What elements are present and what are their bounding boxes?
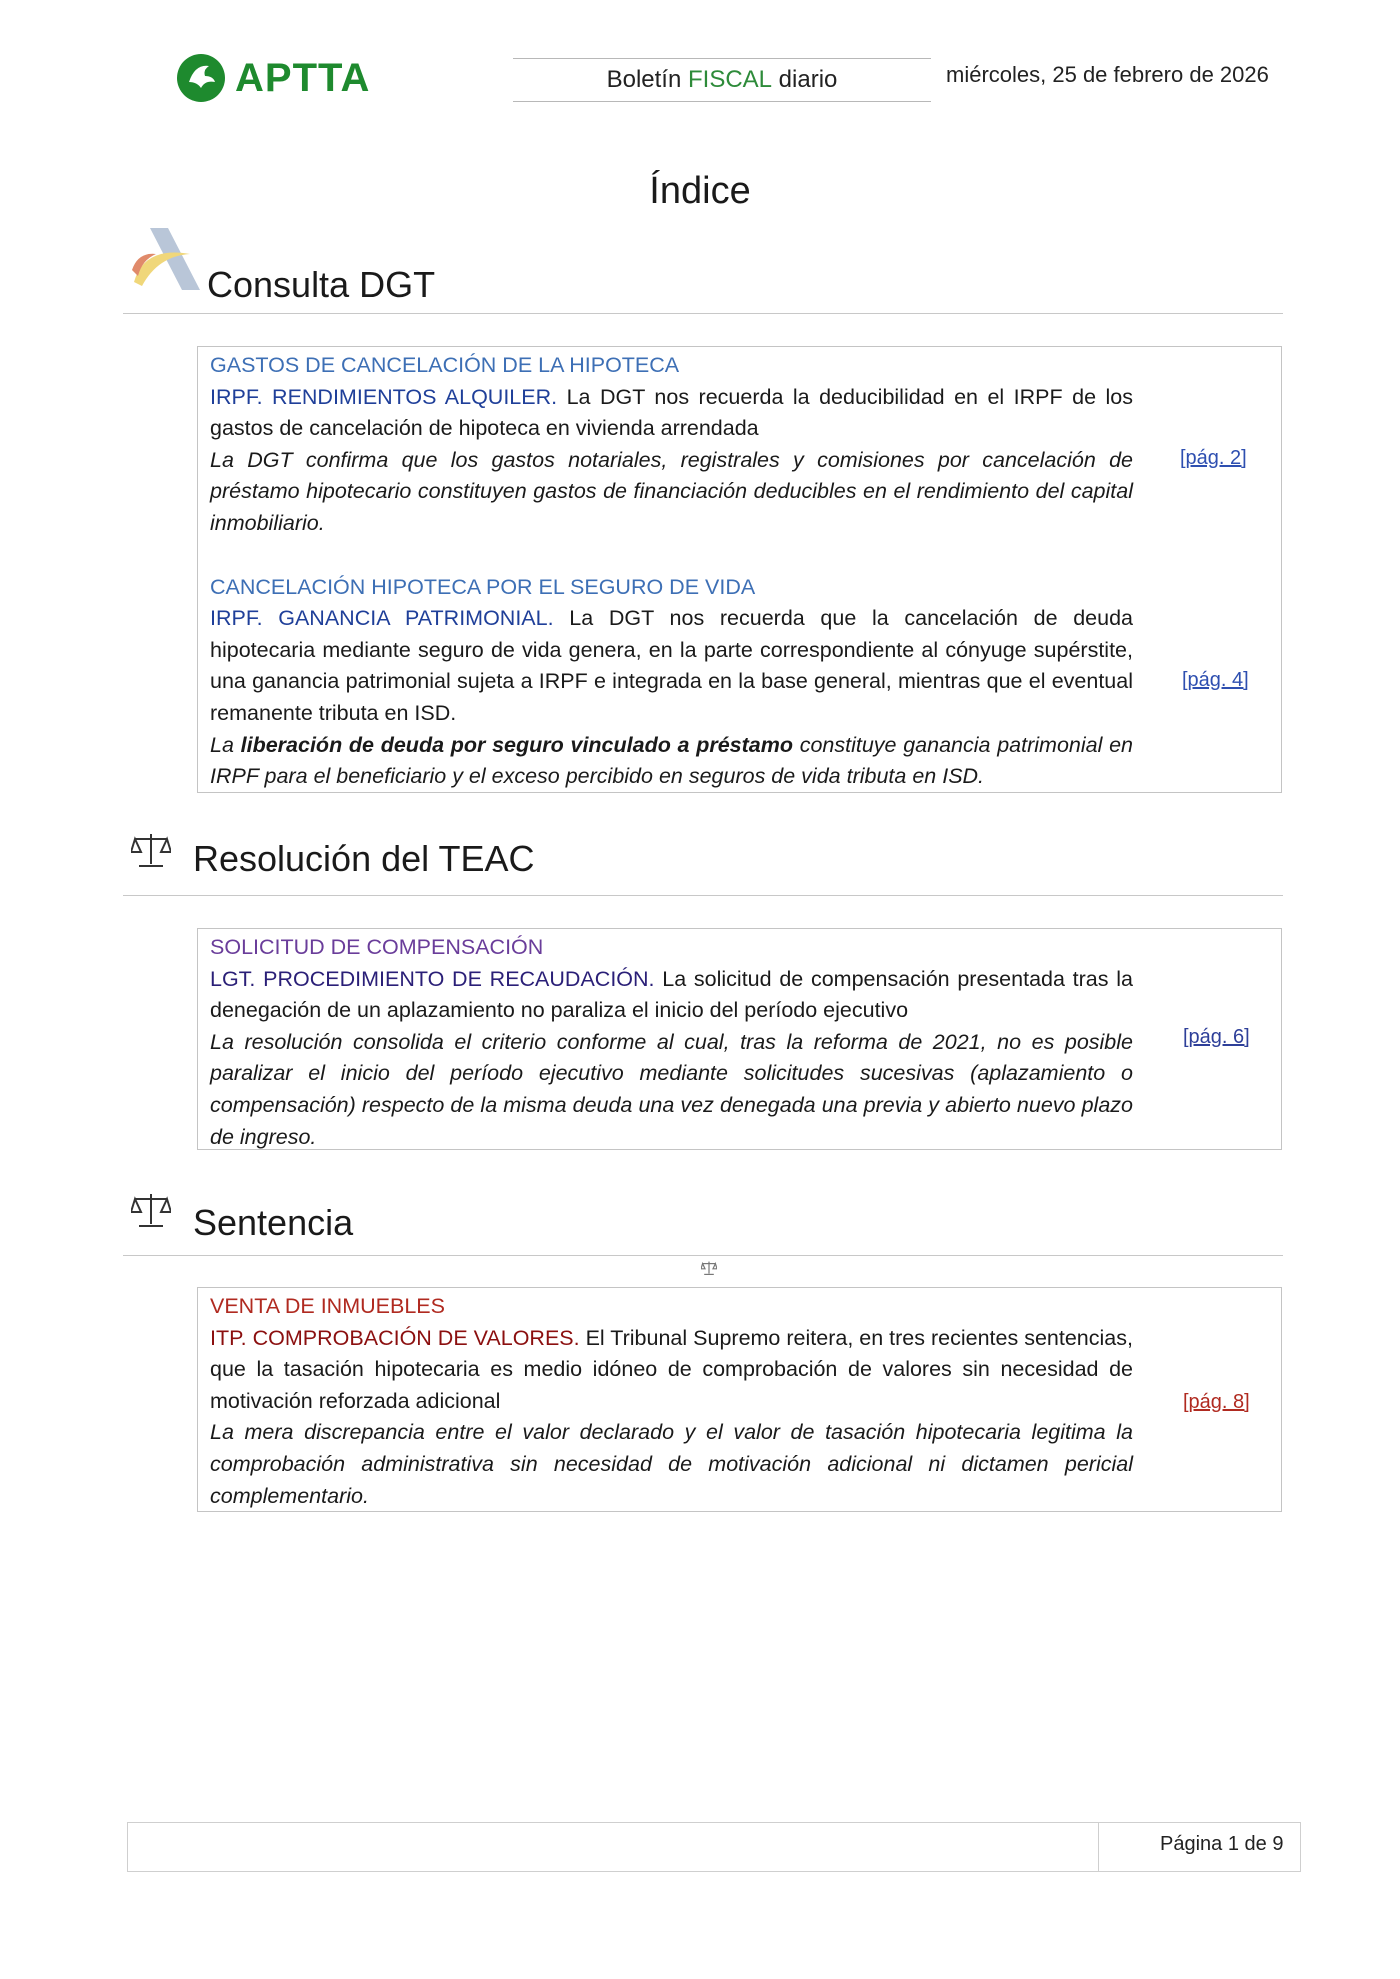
page-link-2[interactable]: [pág. 2] bbox=[1180, 447, 1247, 469]
entry-headline bbox=[210, 603, 1133, 729]
entry-summary: La DGT confirma que los gastos notariales, registrales y comisiones por cancelación de préstamo hipotecario constituyen gastos de financiación deducibles en el rendimiento del capital inmobiliario. bbox=[210, 447, 1133, 535]
entry-lead: IRPF. RENDIMIENTOS ALQUILER. bbox=[210, 384, 558, 409]
page-number: Página 1 de 9 bbox=[1160, 1833, 1284, 1855]
boletin-fiscal: FISCAL bbox=[687, 66, 773, 93]
footer-divider bbox=[1098, 1823, 1099, 1871]
section-title: Sentencia bbox=[193, 1202, 354, 1243]
entry-lead: LGT. PROCEDIMIENTO DE RECAUDACIÓN. bbox=[210, 966, 655, 991]
entry-headline bbox=[210, 1323, 1133, 1418]
section-title: Resolución del TEAC bbox=[193, 838, 535, 879]
entry-lead: ITP. COMPROBACIÓN DE VALORES. bbox=[210, 1325, 580, 1350]
entry-summary-bold: liberación de deuda por seguro vinculado a préstamo bbox=[240, 732, 793, 757]
entry-text-block bbox=[210, 1291, 1133, 1512]
entry-box-consulta-dgt bbox=[197, 346, 1282, 793]
entry-headline-text: El Tribunal Supremo reitera, en tres recientes sentencias, que la tasación hipotecaria es medio idóneo de comprobación de valores sin necesidad de motivación reforzada adicional bbox=[210, 1325, 1133, 1413]
boletin-title bbox=[513, 58, 931, 102]
entry-headline bbox=[210, 964, 1133, 1027]
aptta-logo bbox=[175, 52, 370, 104]
section-header-consulta-dgt bbox=[123, 222, 1283, 314]
entry-summary bbox=[210, 730, 1133, 793]
entry-headline bbox=[210, 382, 1133, 445]
entry-box-sentencia bbox=[197, 1287, 1282, 1512]
footer bbox=[127, 1822, 1301, 1872]
entry-category: CANCELACIÓN HIPOTECA POR EL SEGURO DE VIDA bbox=[210, 574, 756, 599]
logo-text: APTTA bbox=[235, 56, 371, 100]
small-scales-icon bbox=[701, 1260, 717, 1276]
entry-summary: La resolución consolida el criterio conforme al cual, tras la reforma de 2021, no es posible paralizar el inicio del período ejecutivo mediante solicitudes sucesivas (aplazamiento o compensación) respecto de la misma deuda una vez denegada una previa y abierto nuevo plazo de ingreso. bbox=[210, 1029, 1133, 1149]
entry-category: GASTOS DE CANCELACIÓN DE LA HIPOTECA bbox=[210, 353, 680, 377]
entry-headline-text: La DGT nos recuerda que la cancelación de deuda hipotecaria mediante seguro de vida genera, en la parte correspondiente al cónyuge supérstite, una ganancia patrimonial sujeta a IRPF e integrada en la base general, mientras que el eventual remanente tributa en ISD. bbox=[210, 606, 1134, 725]
boletin-suffix: diario bbox=[772, 66, 838, 93]
aptta-emblem-icon bbox=[175, 52, 227, 104]
scales-icon bbox=[131, 830, 171, 870]
entry-box-teac bbox=[197, 928, 1282, 1150]
entry-summary-pre: La bbox=[210, 732, 241, 757]
section-header-teac bbox=[123, 820, 1283, 896]
section-header-sentencia bbox=[123, 1180, 1283, 1256]
aeat-logo-icon bbox=[128, 224, 206, 294]
entry-category: VENTA DE INMUEBLES bbox=[210, 1294, 445, 1318]
scales-icon bbox=[131, 1190, 171, 1230]
entry-summary-post: constituye ganancia patrimonial en IRPF para el beneficiario y el exceso percibido en seguros de vida tributa en ISD. bbox=[210, 732, 1133, 789]
page-link-8[interactable]: [pág. 8] bbox=[1183, 1391, 1250, 1413]
entry-summary: La mera discrepancia entre el valor declarado y el valor de tasación hipotecaria legitima la comprobación administrativa sin necesidad de motivación adicional ni dictamen pericial complementario. bbox=[210, 1420, 1133, 1508]
boletin-prefix: Boletín bbox=[606, 66, 688, 93]
entry-category: SOLICITUD DE COMPENSACIÓN bbox=[210, 935, 544, 959]
entry-headline-text: La solicitud de compensación presentada tras la denegación de un aplazamiento no paraliza el inicio del período ejecutivo bbox=[210, 966, 1133, 1023]
page-link-4[interactable]: [pág. 4] bbox=[1182, 669, 1249, 691]
page-link-6[interactable]: [pág. 6] bbox=[1183, 1026, 1250, 1048]
entry-text-block bbox=[210, 350, 1133, 793]
entry-lead: IRPF. GANANCIA PATRIMONIAL. bbox=[210, 606, 554, 631]
entry-headline-text: La DGT nos recuerda la deducibilidad en el IRPF de los gastos de cancelación de hipoteca en vivienda arrendada bbox=[210, 384, 1133, 441]
section-title: Consulta DGT bbox=[207, 264, 436, 305]
page-title: Índice bbox=[649, 170, 751, 212]
entry-text-block bbox=[210, 932, 1133, 1153]
publication-date: miércoles, 25 de febrero de 2026 bbox=[946, 62, 1269, 87]
